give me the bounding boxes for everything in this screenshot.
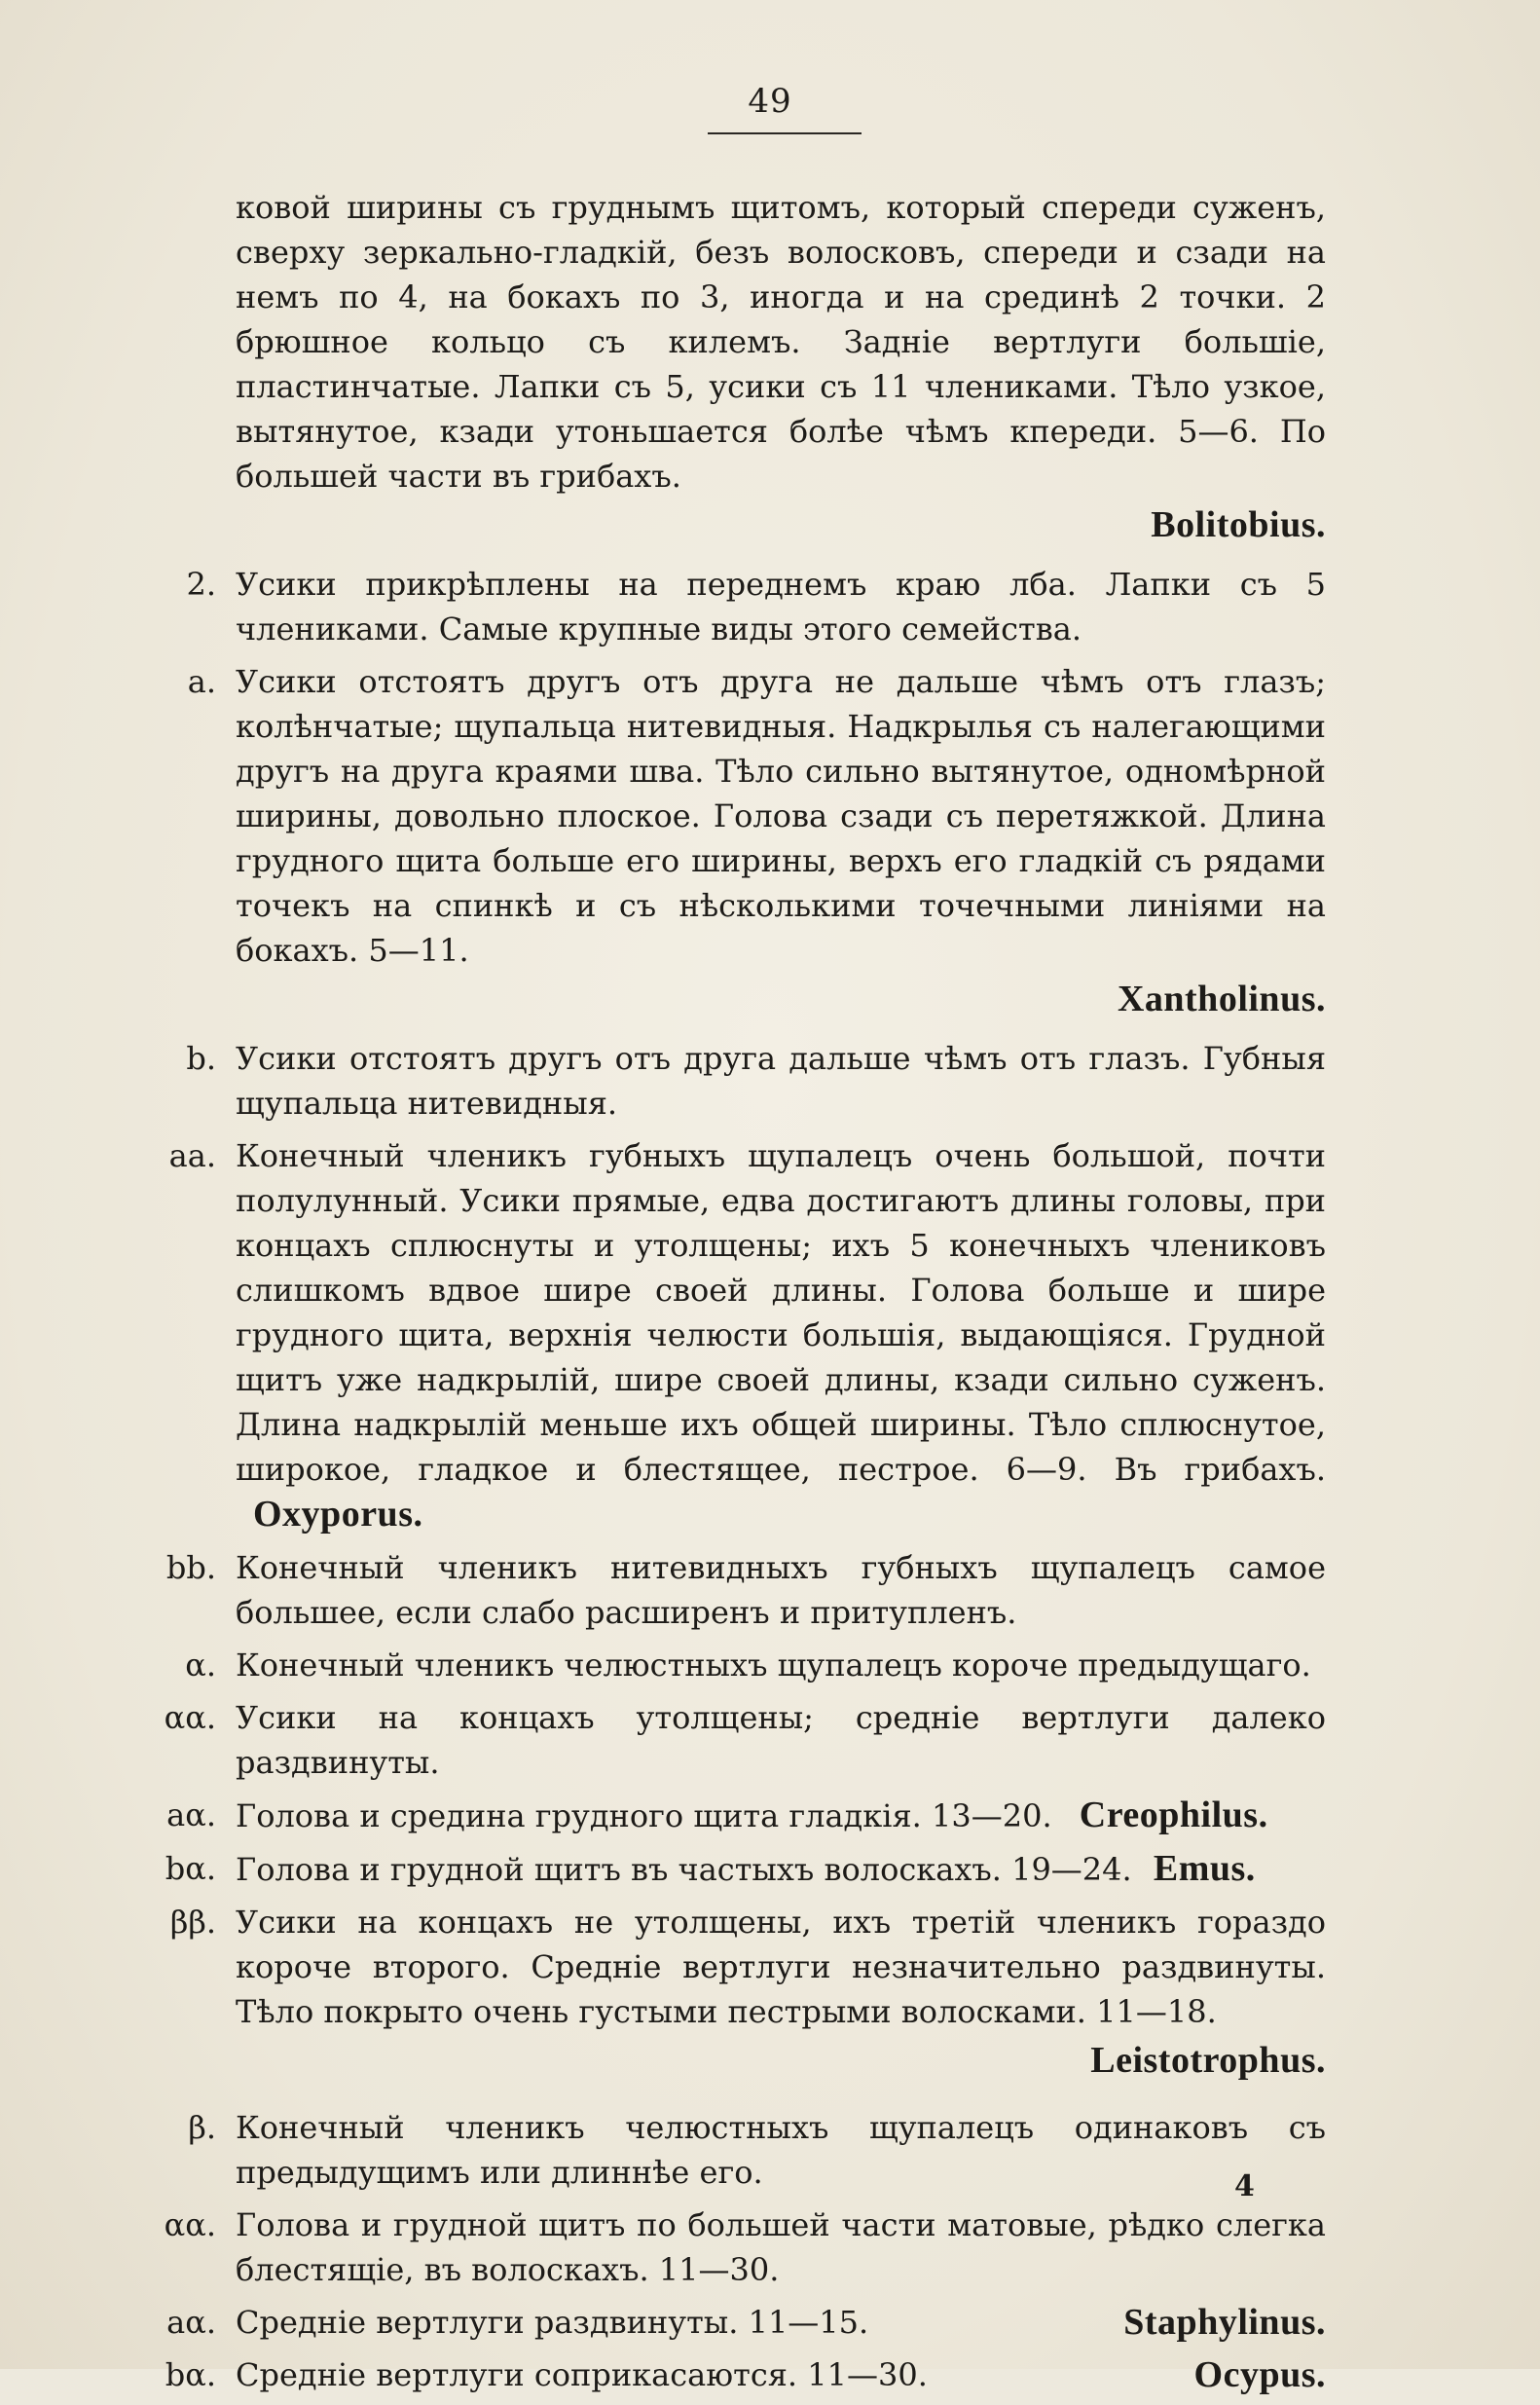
entry-marker: αα. <box>164 1699 216 1736</box>
entry-text: Усики отстоятъ другъ отъ друга не дальше чѣмъ отъ глазъ; колѣнчатые; щупальца нитевидныя. Надкрылья съ налегающими другъ на друга краями шва. Тѣло сильно вытянутое, одномѣрной ширины, довольно плоское. Голова сзади съ перетяжкой. Длина грудного щита больше его ширины, верхъ его гладкій съ рядами точекъ на спинкѣ и съ нѣсколькими точечными линіями на бокахъ. 5—11. <box>236 663 1326 969</box>
key-entry <box>187 659 1326 973</box>
key-entry <box>165 1846 1326 1892</box>
entry-text: Голова и средина грудного щита гладкія. 13—20. <box>236 1797 1052 1834</box>
key-entry <box>166 1793 1326 1838</box>
entry-marker: bα. <box>165 1850 216 1887</box>
entry-marker: ββ. <box>169 1904 216 1941</box>
entry-text: ковой ширины съ груднымъ щитомъ, который спереди суженъ, сверху зеркально-гладкій, безъ волосковъ, спереди и сзади на немъ по 4, на бокахъ по 3, иногда и на срединѣ 2 точки. 2 брюшное кольцо съ килемъ. Задніе вертлуги большіе, пластинчатые. Лапки съ 5, усики съ 11 члениками. Тѣло узкое, вытянутое, кзади утоньшается болѣе чѣмъ кпереди. 5—6. По большей части въ грибахъ. <box>236 189 1326 495</box>
key-entry <box>164 2202 1326 2292</box>
entry-marker: αα. <box>164 2206 216 2243</box>
entry-text: Конечный членикъ нитевидныхъ губныхъ щупалецъ самое большее, если слабо расширенъ и притупленъ. <box>236 1549 1326 1631</box>
entry-text: Средніе вертлуги соприкасаются. 11—30. <box>236 2356 928 2393</box>
key-entry <box>165 1545 1326 1635</box>
genus-name: Oxyporus. <box>253 1494 423 1535</box>
header-rule <box>708 132 862 134</box>
key-entry <box>188 2105 1326 2195</box>
entry-marker: β. <box>188 2109 216 2146</box>
key-entry <box>169 1900 1326 2034</box>
signature-mark: 4 <box>1234 2169 1255 2203</box>
key-entry <box>226 185 1326 499</box>
entry-marker: 2. <box>186 566 216 603</box>
key-entry <box>166 2300 1326 2345</box>
entry-marker: α. <box>185 1646 216 1684</box>
entry-marker: aa. <box>168 1137 216 1174</box>
genus-name: Leistotrophus. <box>1090 2040 1326 2081</box>
key-entry <box>168 1133 1326 1537</box>
entry-text: Голова и грудной щитъ по большей части матовые, рѣдко слегка блестящіе, въ волоскахъ. 11—30. <box>236 2206 1326 2288</box>
genus-name: Emus. <box>1153 1848 1256 1889</box>
entry-text: Средніе вертлуги раздвинуты. 11—15. <box>236 2304 869 2341</box>
genus-name: Creophilus. <box>1079 1794 1268 1835</box>
key-entry <box>186 562 1326 651</box>
entry-text: Усики прикрѣплены на переднемъ краю лба. Лапки съ 5 члениками. Самые крупные виды этого семейства. <box>236 566 1326 648</box>
genus-name: Staphylinus. <box>1123 2302 1326 2343</box>
entry-text: Усики на концахъ не утолщены, ихъ третій членикъ гораздо короче второго. Средніе вертлуги незначительно раздвинуты. Тѣло покрыто очень густыми пестрыми волосками. 11—18. <box>236 1904 1326 2030</box>
key-entry <box>185 1643 1326 1687</box>
key-text <box>164 185 1326 2405</box>
entry-marker: bb. <box>165 1549 216 1586</box>
entry-marker: aα. <box>166 2304 216 2341</box>
genus-name: Xantholinus. <box>1117 979 1326 1019</box>
entry-marker: a. <box>187 663 216 700</box>
entry-marker: aα. <box>166 1796 216 1833</box>
entry-text: Усики отстоятъ другъ отъ друга дальше чѣмъ отъ глазъ. Губныя щупальца нитевидныя. <box>236 1040 1326 1122</box>
genus-name: Ocypus. <box>1193 2354 1326 2395</box>
entry-marker: b. <box>186 1040 216 1077</box>
entry-text: Конечный членикъ челюстныхъ щупалецъ короче предыдущаго. <box>236 1646 1311 1684</box>
entry-text: Конечный членикъ челюстныхъ щупалецъ одинаковъ съ предыдущимъ или длиннѣе его. <box>236 2109 1326 2191</box>
entry-text: Голова и грудной щитъ въ частыхъ волоскахъ. 19—24. <box>236 1851 1132 1888</box>
entry-marker: bα. <box>165 2356 216 2393</box>
key-entry <box>164 1695 1326 1785</box>
key-entry <box>186 1036 1326 1126</box>
key-entry <box>165 2352 1326 2397</box>
entry-text: Усики на концахъ утолщены; средніе вертлуги далеко раздвинуты. <box>236 1699 1326 1781</box>
genus-name: Bolitobius. <box>1151 504 1326 545</box>
page-number: 49 <box>748 82 792 121</box>
entry-text: Конечный членикъ губныхъ щупалецъ очень большой, почти полулунный. Усики прямые, едва достигаютъ длины головы, при концахъ сплюснуты и утолщены; ихъ 5 конечныхъ члениковъ слишкомъ вдвое шире своей длины. Голова больше и шире грудного щита, верхнія челюсти большія, выдающіяся. Грудной щитъ уже надкрылій, шире своей длины, кзади сильно суженъ. Длина надкрылій меньше ихъ общей ширины. Тѣло сплюснутое, широкое, гладкое и блестящее, пестрое. 6—9. Въ грибахъ. <box>236 1137 1326 1488</box>
